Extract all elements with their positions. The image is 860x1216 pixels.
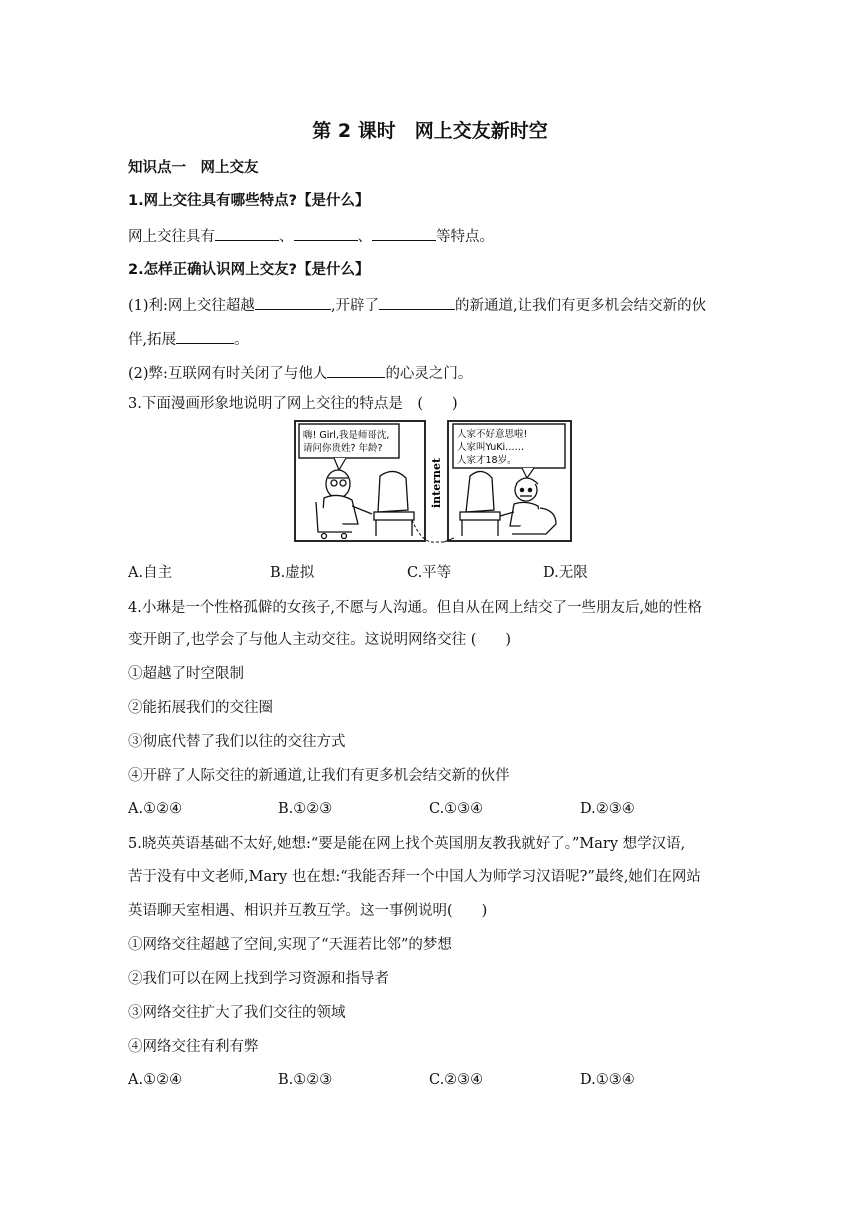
option-b[interactable]: B.①②③ (278, 1072, 333, 1088)
answer-blank[interactable] (176, 328, 234, 344)
question-4-stem-line-2: 变开朗了,也学会了与他人主动交往。这说明网络交往 ( ) (128, 632, 512, 648)
page-title: 第 2 课时 网上交友新时空 (312, 120, 548, 142)
q2-text: (2)弊:互联网有时关闭了与他人 (128, 366, 328, 382)
question-4-stem-line-1: 4.小琳是一个性格孤僻的女孩子,不愿与人沟通。但自从在网上结交了一些朋友后,她的性格 (128, 600, 703, 616)
question-4-item-3: ③彻底代替了我们以往的交往方式 (128, 734, 346, 750)
answer-blank[interactable] (215, 225, 279, 241)
q2-text: (1)利:网上交往超越 (128, 298, 255, 314)
question-5-stem-line-1: 5.晓英英语基础不太好,她想:“要是能在网上找个英国朋友教我就好了。”Mary 想学汉语, (128, 836, 686, 852)
option-b[interactable]: B.虚拟 (270, 565, 315, 581)
option-d[interactable]: D.②③④ (580, 801, 635, 817)
answer-blank[interactable] (294, 225, 358, 241)
q2-text: 。 (234, 332, 249, 348)
q1-text-start: 网上交往具有 (128, 229, 215, 245)
section-heading: 知识点一 网上交友 (128, 160, 259, 176)
option-c[interactable]: C.②③④ (429, 1072, 484, 1088)
question-5-stem-line-2: 苦于没有中文老师,Mary 也在想:“我能否拜一个中国人为师学习汉语呢?”最终,她们在网站 (128, 869, 701, 885)
option-d[interactable]: D.①③④ (580, 1072, 635, 1088)
question-2-part-1-line-1 (128, 294, 706, 316)
q2-text: ,开辟了 (330, 298, 380, 314)
answer-blank[interactable] (255, 294, 331, 310)
q1-sep: 、 (357, 229, 372, 245)
q1-text-end: 等特点。 (436, 229, 494, 245)
answer-blank[interactable] (327, 362, 385, 378)
internet-label: internet (430, 457, 443, 508)
right-bubble-line-1: 人家不好意思啦! (457, 429, 528, 440)
question-2-part-2 (128, 362, 472, 384)
question-5-item-2: ②我们可以在网上找到学习资源和指导者 (128, 971, 389, 987)
question-1-text (128, 225, 494, 247)
left-bubble-line-1: 嗨! Girl,我是师哥沈, (303, 430, 390, 441)
q2-text: 的新通道,让我们有更多机会结交新的伙 (455, 298, 707, 314)
option-a[interactable]: A.①②④ (128, 801, 183, 817)
option-c[interactable]: C.平等 (407, 565, 452, 581)
question-4-item-4: ④开辟了人际交往的新通道,让我们有更多机会结交新的伙伴 (128, 768, 510, 784)
option-a[interactable]: A.①②④ (128, 1072, 183, 1088)
option-b[interactable]: B.①②③ (278, 801, 333, 817)
option-d[interactable]: D.无限 (543, 565, 588, 581)
question-5-stem-line-3: 英语聊天室相遇、相识并互教互学。这一事例说明( ) (128, 903, 488, 919)
option-c[interactable]: C.①③④ (429, 801, 484, 817)
answer-blank[interactable] (379, 294, 455, 310)
question-1-heading: 1.网上交往具有哪些特点?【是什么】 (128, 193, 370, 209)
question-2-part-1-line-2 (128, 328, 249, 350)
question-4-item-2: ②能拓展我们的交往圈 (128, 700, 273, 716)
q2-text: 的心灵之门。 (385, 366, 473, 382)
right-bubble-line-3: 人家才18岁。 (457, 455, 517, 466)
q1-sep: 、 (279, 229, 294, 245)
cartoon-illustration (294, 420, 572, 552)
q2-text: 伴,拓展 (128, 332, 177, 348)
right-bubble-line-2: 人家叫YuKi…… (457, 442, 525, 453)
question-5-item-1: ①网络交往超越了空间,实现了“天涯若比邻”的梦想 (128, 937, 452, 953)
question-5-item-4: ④网络交往有利有弊 (128, 1039, 259, 1055)
answer-blank[interactable] (372, 225, 436, 241)
left-bubble-line-2: 请问你贵姓? 年龄? (303, 443, 383, 454)
question-3-stem: 3.下面漫画形象地说明了网上交往的特点是 ( ) (128, 396, 458, 412)
question-4-item-1: ①超越了时空限制 (128, 666, 244, 682)
question-5-item-3: ③网络交往扩大了我们交往的领域 (128, 1005, 346, 1021)
option-a[interactable]: A.自主 (128, 565, 173, 581)
question-2-heading: 2.怎样正确认识网上交友?【是什么】 (128, 262, 370, 278)
